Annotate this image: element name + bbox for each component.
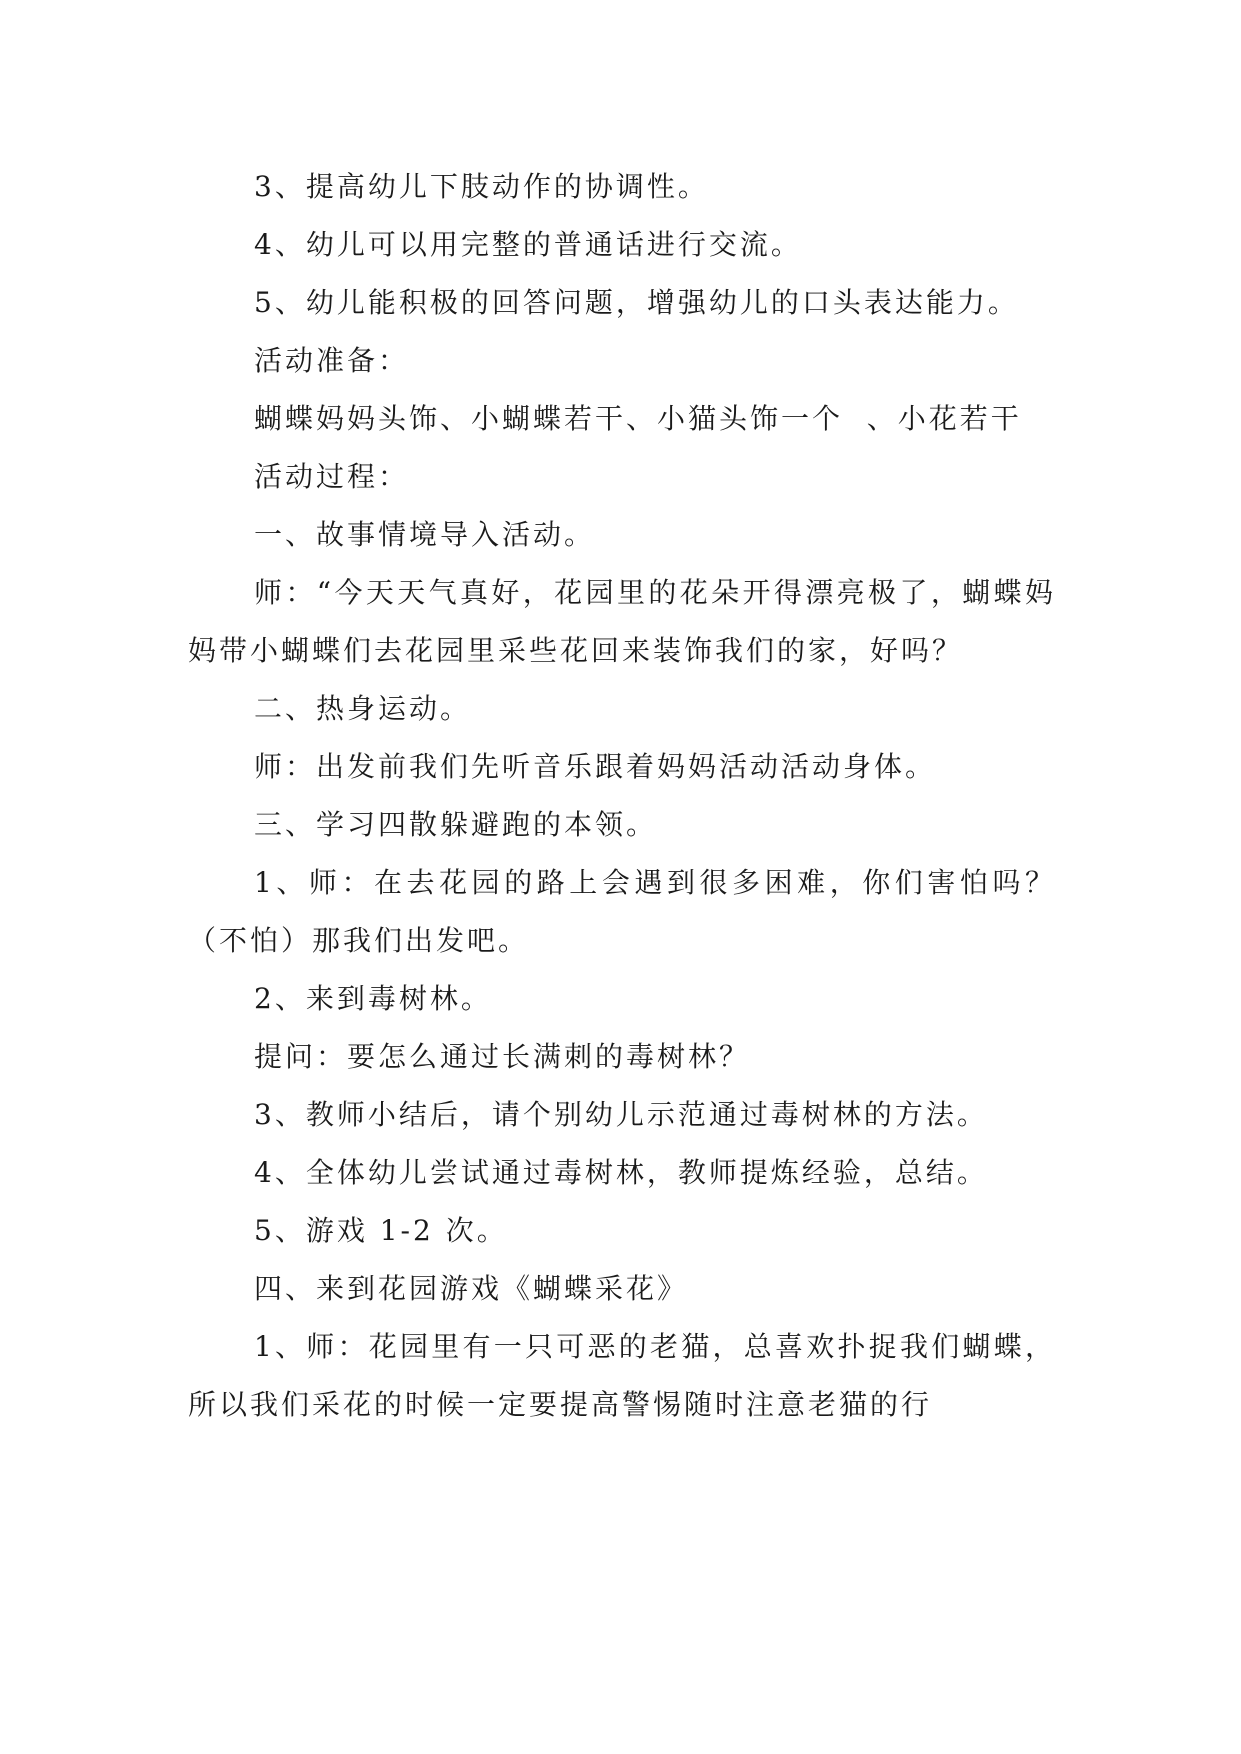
- paragraph: 2、来到毒树林。: [254, 982, 492, 1015]
- paragraph: 3、提高幼儿下肢动作的协调性。: [254, 170, 709, 203]
- paragraph: 1、师：花园里有一只可恶的老猫，总喜欢扑捉我们蝴蝶，所以我们采花的时候一定要提高警惕随时注意老猫的行: [188, 1330, 1056, 1421]
- paragraph: 4、幼儿可以用完整的普通话进行交流。: [254, 228, 802, 261]
- paragraph: 师：“今天天气真好，花园里的花朵开得漂亮极了，蝴蝶妈妈带小蝴蝶们去花园里采些花回来装饰我们的家，好吗？: [188, 576, 1056, 667]
- paragraph: 1、师：在去花园的路上会遇到很多困难，你们害怕吗？（不怕）那我们出发吧。: [188, 866, 1056, 957]
- step-heading: 四、来到花园游戏《蝴蝶采花》: [254, 1272, 689, 1305]
- document-body: [188, 158, 1056, 1434]
- step-heading: 三、学习四散躲避跑的本领。: [254, 808, 658, 841]
- section-heading: 活动准备：: [254, 344, 410, 377]
- section-heading: 活动过程：: [254, 460, 410, 493]
- paragraph: 5、游戏 1-2 次。: [254, 1214, 508, 1247]
- paragraph: 4、全体幼儿尝试通过毒树林，教师提炼经验，总结。: [254, 1156, 988, 1189]
- step-heading: 一、故事情境导入活动。: [254, 518, 596, 551]
- paragraph: 蝴蝶妈妈头饰、小蝴蝶若干、小猫头饰一个 、小花若干: [254, 402, 1022, 435]
- paragraph: 师：出发前我们先听音乐跟着妈妈活动活动身体。: [254, 750, 937, 783]
- step-heading: 二、热身运动。: [254, 692, 472, 725]
- paragraph: 5、幼儿能积极的回答问题，增强幼儿的口头表达能力。: [254, 286, 1019, 319]
- paragraph: 3、教师小结后，请个别幼儿示范通过毒树林的方法。: [254, 1098, 988, 1131]
- paragraph: 提问：要怎么通过长满刺的毒树林？: [254, 1040, 751, 1073]
